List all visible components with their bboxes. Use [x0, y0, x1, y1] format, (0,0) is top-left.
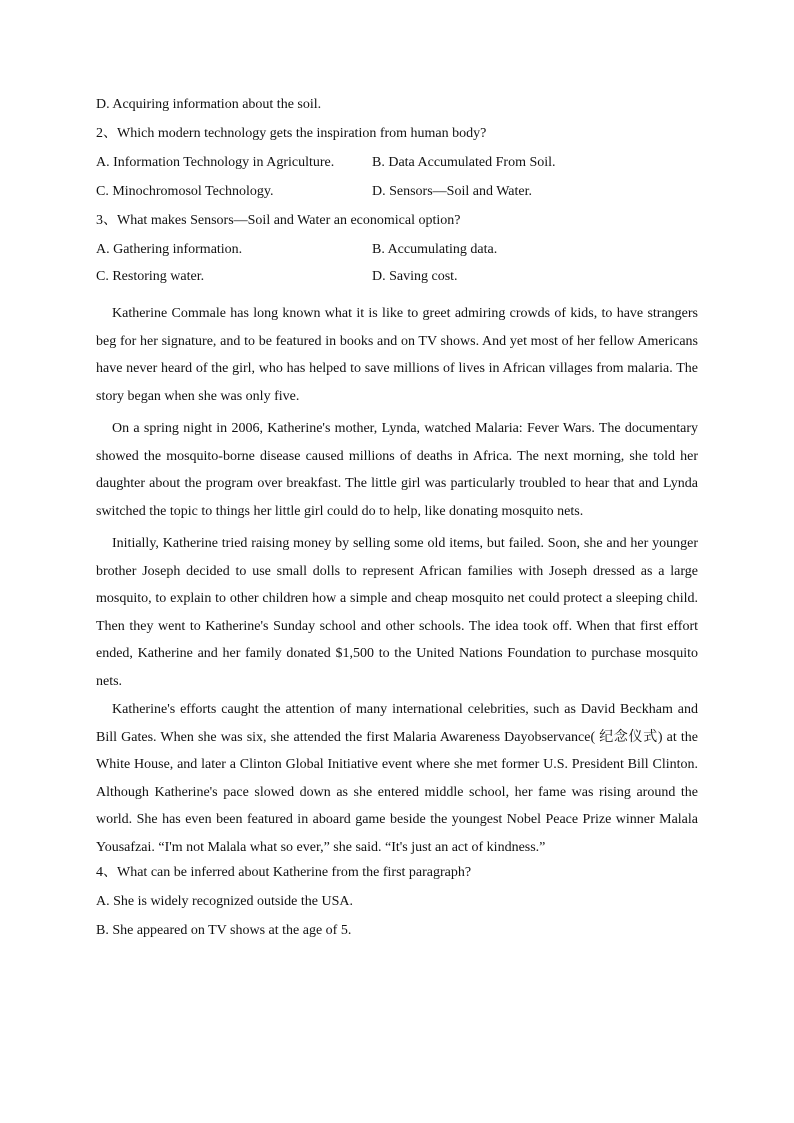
question-1-option-d: D. Acquiring information about the soil.: [96, 97, 322, 112]
question-3-options-ab: [96, 241, 698, 259]
question-3: [96, 212, 698, 286]
question-2-options-cd: [96, 183, 698, 201]
question-3-option-d: D. Saving cost.: [372, 269, 458, 284]
question-2: [96, 125, 698, 201]
question-2-stem: 2、Which modern technology gets the inspiration from human body?: [96, 126, 487, 141]
question-4-option-a: A. She is widely recognized outside the USA.: [96, 894, 354, 909]
question-3-option-b: B. Accumulating data.: [372, 242, 498, 257]
question-2-option-b: B. Data Accumulated From Soil.: [372, 155, 556, 170]
passage-paragraph-1: Katherine Commale has long known what it is like to greet admiring crowds of kids, to have strangers beg for her signature, and to be featured in books and on TV shows. And yet most of her fellow Americans have never heard of the girl, who has helped to save millions of lives in African villages from malaria. The story began when she was only five.: [96, 306, 698, 404]
question-4: [96, 864, 698, 940]
question-2-option-d: D. Sensors—Soil and Water.: [372, 184, 532, 199]
question-4-option-b: B. She appeared on TV shows at the age of 5.: [96, 923, 352, 938]
question-2-option-a: A. Information Technology in Agriculture.: [96, 155, 335, 170]
passage-paragraph-2: On a spring night in 2006, Katherine's mother, Lynda, watched Malaria: Fever Wars. The documentary showed the mosquito-borne disease caused millions of deaths in Africa. The next morning, she told her daughter about the program over breakfast. The little girl was particularly troubled to hear that and Lynda switched the topic to things her little girl could do to help, like donating mosquito nets.: [96, 421, 698, 519]
question-3-options-cd: [96, 268, 698, 286]
document-content: [96, 96, 698, 951]
question-3-option-c: C. Restoring water.: [96, 269, 205, 284]
passage-paragraph-3: Initially, Katherine tried raising money by selling some old items, but failed. Soon, she and her younger brother Joseph decided to use small dolls to represent African families with Joseph dressed as a large mosquito, to explain to other children how a simple and cheap mosquito net could protect a sleeping child. Then they went to Katherine's Sunday school and other schools. The idea took off. When that first effort ended, Katherine and her family donated $1,500 to the United Nations Foundation to purchase mosquito nets.: [96, 536, 698, 689]
question-4-stem: 4、What can be inferred about Katherine from the first paragraph?: [96, 865, 472, 880]
reading-passage: [96, 300, 698, 861]
question-3-option-a: A. Gathering information.: [96, 242, 243, 257]
passage-paragraph-4: Katherine's efforts caught the attention of many international celebrities, such as David Beckham and Bill Gates. When she was six, she attended the first Malaria Awareness Dayobservance( 纪念仪式) at the White House, and later a Clinton Global Initiative event where she met former U.S. President Bill Clinton. Although Katherine's pace slowed down as she entered middle school, her fame was rising around the world. She has even been featured in aboard game beside the youngest Nobel Peace Prize winner Malala Yousafzai. “I'm not Malala what so ever,” she said. “It's just an act of kindness.”: [96, 702, 698, 855]
question-3-stem: 3、What makes Sensors—Soil and Water an economical option?: [96, 213, 461, 228]
question-2-options-ab: [96, 154, 698, 172]
question-2-option-c: C. Minochromosol Technology.: [96, 184, 274, 199]
